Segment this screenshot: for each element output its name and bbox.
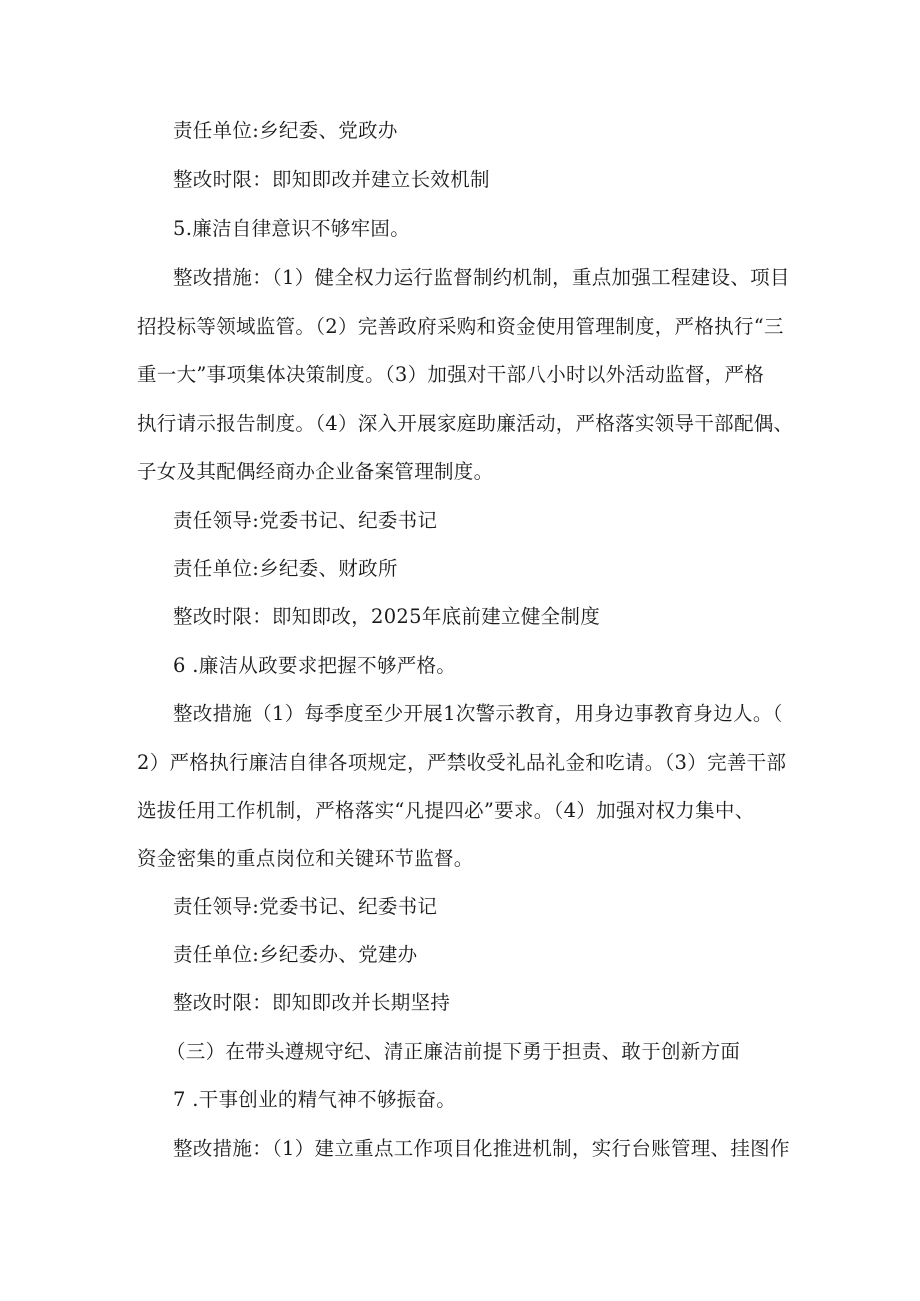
measures-paragraph-line: 整改措施：（1）健全权力运行监督制约机制，重点加强工程建设、项目 <box>173 266 790 289</box>
measures-paragraph-line: 整改措施（1）每季度至少开展1次警示教育，用身边事教育身边人。（ <box>173 702 783 725</box>
responsible-leader-line: 责任领导:党委书记、纪委书记 <box>173 895 438 918</box>
measures-paragraph-line: 资金密集的重点岗位和关键环节监督。 <box>137 847 474 870</box>
responsible-unit-line: 责任单位:乡纪委、财政所 <box>173 557 398 580</box>
item-heading: 6 .廉洁从政要求把握不够严格。 <box>173 654 457 677</box>
measures-paragraph-line: 执行请示报告制度。（4）深入开展家庭助廉活动，严格落实领导干部配偶、 <box>137 412 794 435</box>
section-heading: （三）在带头遵规守纪、清正廉洁前提下勇于担责、敢于创新方面 <box>166 1040 741 1063</box>
measures-paragraph-line: 选拔任用工作机制，严格落实“凡提四必”要求。（4）加强对权力集中、 <box>137 799 755 822</box>
measures-paragraph-line: 整改措施：（1）建立重点工作项目化推进机制，实行台账管理、挂图作 <box>173 1137 790 1160</box>
measures-paragraph-line: 重一大”事项集体决策制度。（3）加强对干部八小时以外活动监督，严格 <box>137 363 765 386</box>
responsible-unit-line: 责任单位:乡纪委办、党建办 <box>173 943 418 966</box>
item-heading: 7 .干事创业的精气神不够振奋。 <box>173 1088 457 1111</box>
deadline-line: 整改时限：即知即改，2025年底前建立健全制度 <box>173 605 601 628</box>
responsible-leader-line: 责任领导:党委书记、纪委书记 <box>173 509 438 532</box>
measures-paragraph-line: 招投标等领域监管。（2）完善政府采购和资金使用管理制度，严格执行“三 <box>137 315 784 338</box>
deadline-line: 整改时限：即知即改并建立长效机制 <box>173 168 490 191</box>
measures-paragraph-line: 2）严格执行廉洁自律各项规定，严禁收受礼品礼金和吃请。（3）完善干部 <box>137 751 787 774</box>
responsible-unit-line: 责任单位:乡纪委、党政办 <box>173 119 398 142</box>
measures-paragraph-line: 子女及其配偶经商办企业备案管理制度。 <box>137 460 494 483</box>
deadline-line: 整改时限：即知即改并长期坚持 <box>173 991 451 1014</box>
item-heading: 5.廉洁自律意识不够牢固。 <box>173 217 411 240</box>
